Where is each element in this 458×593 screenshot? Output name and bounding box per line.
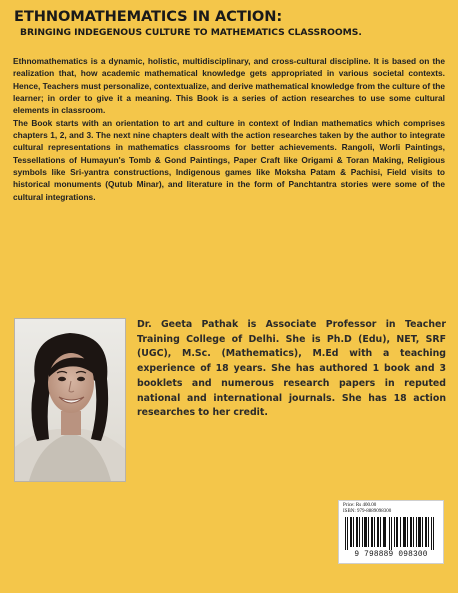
description-paragraph-2: The Book starts with an orientation to art and culture in context of Indian mathematics which comprises chapters 1, 2, and 3. The next nine chapters dealt with the action researches taken by the author to integrate cultural representations in mathematics classrooms for better achievements. Rangoli, Worli Paintings, Tessellations of Humayun's Tomb & Gond Paintings, Paper Craft like Origami & Toran Making, Religious symbols like Sri-yantra constructions, Indigenous games like Moksha Patam & Pachisi, Field visits to historical monuments (Qutub Minar), and literature in the form of Panchtantra stories were some of the cultural integrations.: [13, 117, 445, 202]
book-description: [13, 55, 445, 203]
description-paragraph-1: Ethnomathematics is a dynamic, holistic, multidisciplinary, and cross-cultural discipline. It is based on the realization that, how academic mathematical knowledge gets appropriated in various societal contexts. Hence, Teachers must personalize, contextualize, and derive mathematical knowledge from the culture of the learner; in order to give it a meaning. This Book is a series of action researches to use some cultural elements in classroom.: [13, 56, 445, 116]
author-photo: [14, 318, 126, 482]
price-text: Price: Rs 400.00: [343, 503, 377, 508]
barcode-digits: 9 798889 098300: [354, 551, 428, 559]
author-bio: Dr. Geeta Pathak is Associate Professor in Teacher Training College of Delhi. She is Ph.D (Edu), NET, SRF (UGC), M.Sc. (Mathematics), M.Ed with a teaching experience of 18 years. She has authored 1 book and 3 booklets and numerous research papers in reputed national and international journals. She has 18 action researches to her credit.: [137, 319, 446, 419]
isbn-text: ISBN: 979-8889098300: [343, 509, 392, 514]
author-portrait-image: [15, 319, 125, 481]
book-title: ETHNOMATHEMATICS IN ACTION:: [14, 8, 283, 25]
isbn-barcode-label: [338, 500, 444, 564]
book-subtitle: BRINGING INDEGENOUS CULTURE TO MATHEMATICS CLASSROOMS.: [20, 27, 362, 38]
barcode-icon: [343, 517, 439, 550]
